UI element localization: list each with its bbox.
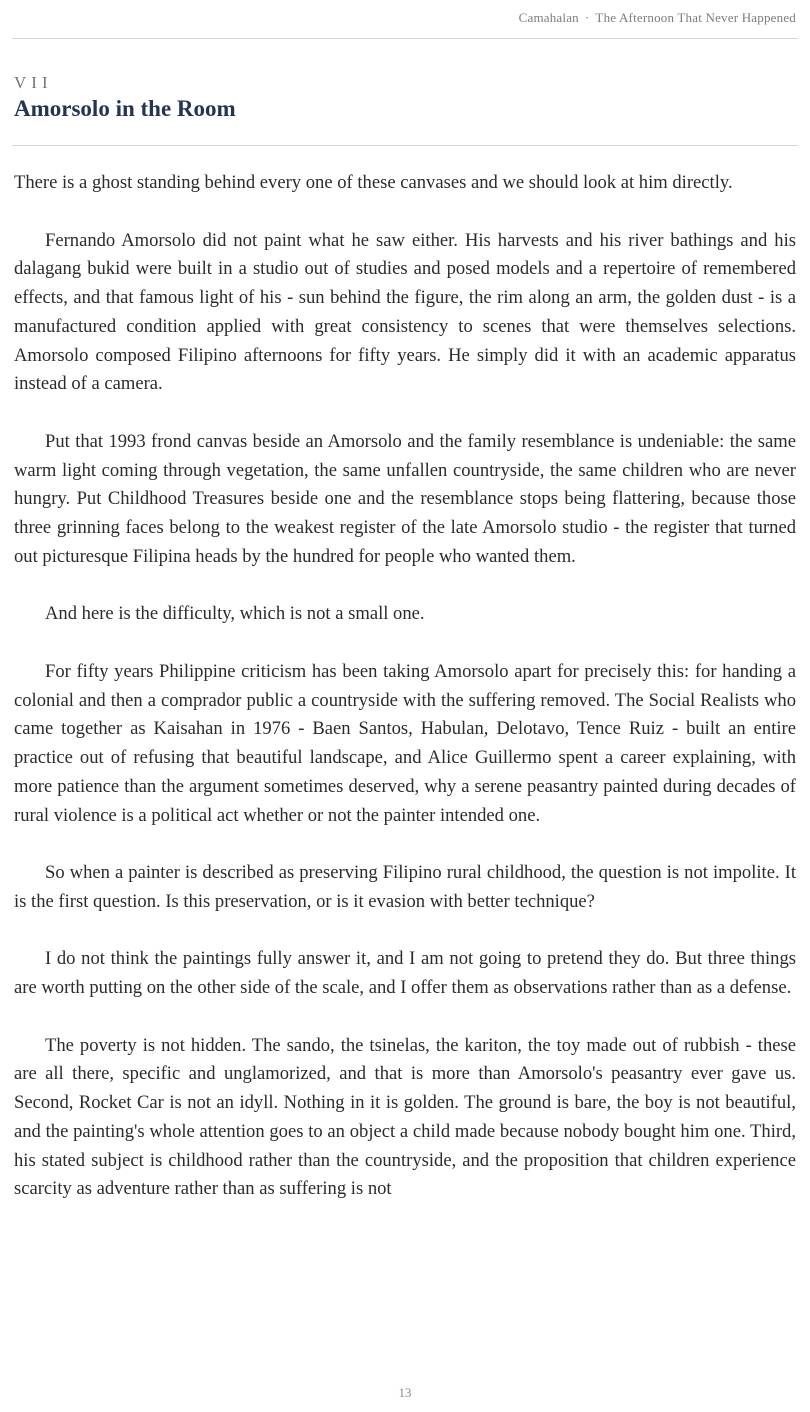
header-separator: · [584,10,590,25]
header-book-title: The Afternoon That Never Happened [595,10,796,25]
paragraph: Put that 1993 frond canvas beside an Amorsolo and the family resemblance is undeniable: the same warm light coming through vegetation, the same unfallen countryside, the same children who are never hungry. Put Childhood Treasures beside one and the resemblance stops being flattering, because those three grinning faces belong to the weakest register of the late Amorsolo studio - the register that turned out picturesque Filipina heads by the hundred for people who wanted them. [14,430,796,567]
chapter-number: VII [14,73,53,92]
chapter-body [14,169,796,1233]
paragraph: I do not think the paintings fully answer it, and I am not going to pretend they do. But three things are worth putting on the other side of the scale, and I offer them as observations rather than as a defense. [14,948,796,998]
page-number: 13 [398,1385,412,1400]
paragraph: Fernando Amorsolo did not paint what he saw either. His harvests and his river bathings and his dalagang bukid were built in a studio out of studies and posed models and a repertoire of remembered effects, and that famous light of his - sun behind the figure, the rim along an arm, the golden dust - is a manufactured condition applied with great consistency to scenes that were themselves selections. Amorsolo composed Filipino afternoons for fifty years. He simply did it with an academic apparatus instead of a camera. [14,229,796,395]
header-divider [12,38,798,39]
chapter-title: Amorsolo in the Room [14,96,236,121]
paragraph: The poverty is not hidden. The sando, the tsinelas, the kariton, the toy made out of rubbish - these are all there, specific and unglamorized, and that is more than Amorsolo's peasantry ever gave us. Second, Rocket Car is not an idyll. Nothing in it is golden. The ground is bare, the boy is not beautiful, and the painting's whole attention goes to an object a child made because nobody bought him one. Third, his stated subject is childhood rather than the countryside, and the proposition that children experience scarcity as adventure rather than as suffering is not [14,1034,796,1200]
paragraph: And here is the difficulty, which is not a small one. [45,603,425,625]
paragraph: For fifty years Philippine criticism has been taking Amorsolo apart for precisely this: for handing a colonial and then a comprador public a countryside with the suffering removed. The Social Realists who came together as Kaisahan in 1976 - Baen Santos, Habulan, Delotavo, Tence Ruiz - built an entire practice out of refusing that beautiful landscape, and Alice Guillermo spent a career explaining, with more patience than the argument sometimes deserved, why a serene peasantry painted during decades of rural violence is a political act whether or not the painter intended one. [14,660,796,826]
paragraph: There is a ghost standing behind every one of these canvases and we should look at him directly. [14,172,733,193]
header-author: Camahalan [518,10,579,25]
running-header [14,10,796,26]
paragraph: So when a painter is described as preserving Filipino rural childhood, the question is not impolite. It is the first question. Is this preservation, or is it evasion with better technique? [14,862,796,912]
title-divider [12,145,798,146]
